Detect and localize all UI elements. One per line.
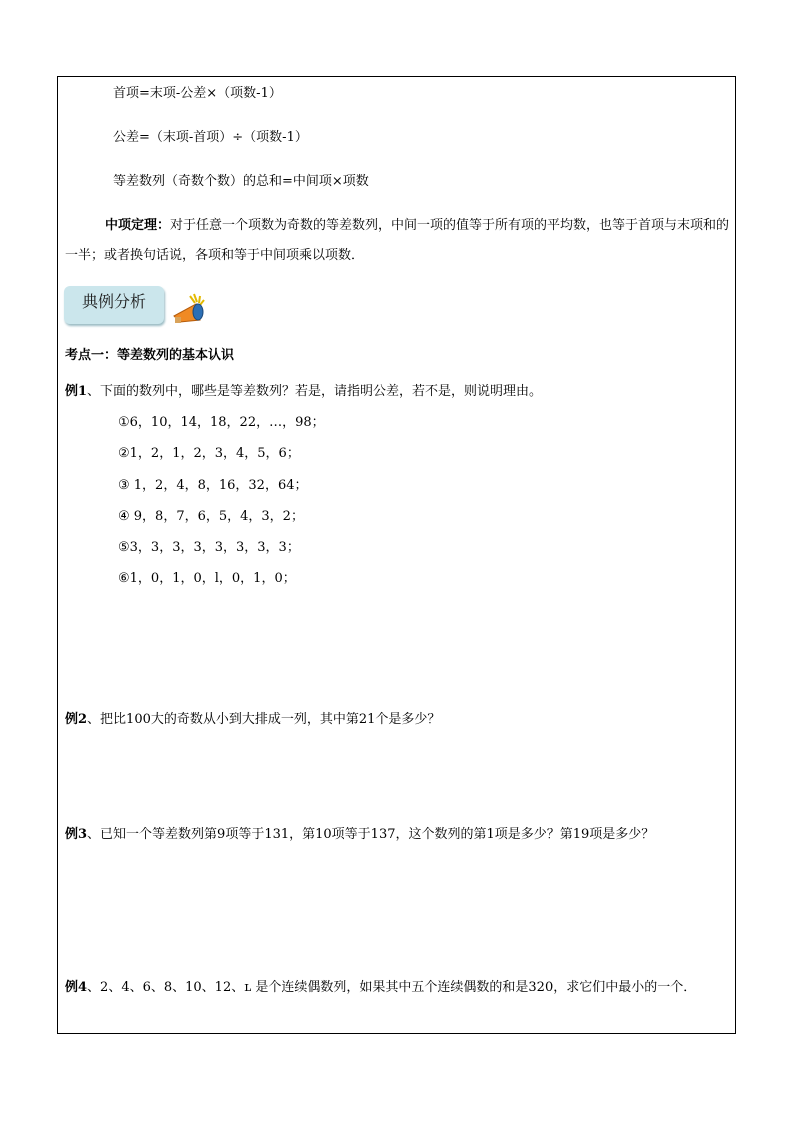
middle-theorem-label: 中项定理： xyxy=(105,218,171,233)
example-1-item-6: ⑥1，0，1，0，l，0，1，0； xyxy=(118,571,296,586)
example-1-question xyxy=(65,384,542,400)
example-1-label: 例1 xyxy=(65,384,88,399)
example-3-text: 、已知一个等差数列第9项等于131，第10项等于137，这个数列的第1项是多少？第19项是多少？ xyxy=(87,827,655,842)
example-3-question xyxy=(65,827,654,843)
example-1-item-3: ③ 1，2，4，8，16，32，64； xyxy=(118,478,308,493)
example-1-item-5: ⑤3，3，3，3，3，3，3，3； xyxy=(118,540,300,555)
example-1-item-2: ②1，2，1，2，3，4，5，6； xyxy=(118,446,300,461)
topic-heading: 考点一：等差数列的基本认识 xyxy=(65,348,235,363)
middle-theorem-text: 对于任意一个项数为奇数的等差数列，中间一项的值等于所有项的平均数，也等于首项与末项和的一半；或者换句话说，各项和等于中间项乘以项数． xyxy=(65,218,730,263)
example-4-text: 、2、4、6、8、10、12、ʟ 是个连续偶数列，如果其中五个连续偶数的和是320，求它们中最小的一个． xyxy=(87,980,697,995)
formula-first-term: 首项=末项-公差×（项数-1） xyxy=(113,86,282,101)
example-2-text: 、把比100大的奇数从小到大排成一列，其中第21个是多少？ xyxy=(87,712,441,727)
formula-common-difference: 公差=（末项-首项）÷（项数-1） xyxy=(113,130,308,145)
example-1-text: 、下面的数列中，哪些是等差数列？若是，请指明公差，若不是，则说明理由。 xyxy=(87,384,543,399)
example-3-label: 例3 xyxy=(65,827,88,842)
example-1-item-1: ①6，10，14，18，22，…，98； xyxy=(118,415,325,430)
example-4-question xyxy=(65,975,730,1001)
megaphone-icon xyxy=(170,290,210,326)
example-2-question xyxy=(65,712,440,728)
middle-theorem-paragraph xyxy=(65,211,730,271)
formula-odd-sum: 等差数列（奇数个数）的总和=中间项×项数 xyxy=(113,174,369,189)
example-1-item-4: ④ 9，8，7，6，5，4，3，2； xyxy=(118,509,304,524)
section-banner-title: 典例分析 xyxy=(81,292,146,311)
section-banner xyxy=(64,286,164,324)
example-2-label: 例2 xyxy=(65,712,88,727)
example-4-label: 例4 xyxy=(65,980,88,995)
